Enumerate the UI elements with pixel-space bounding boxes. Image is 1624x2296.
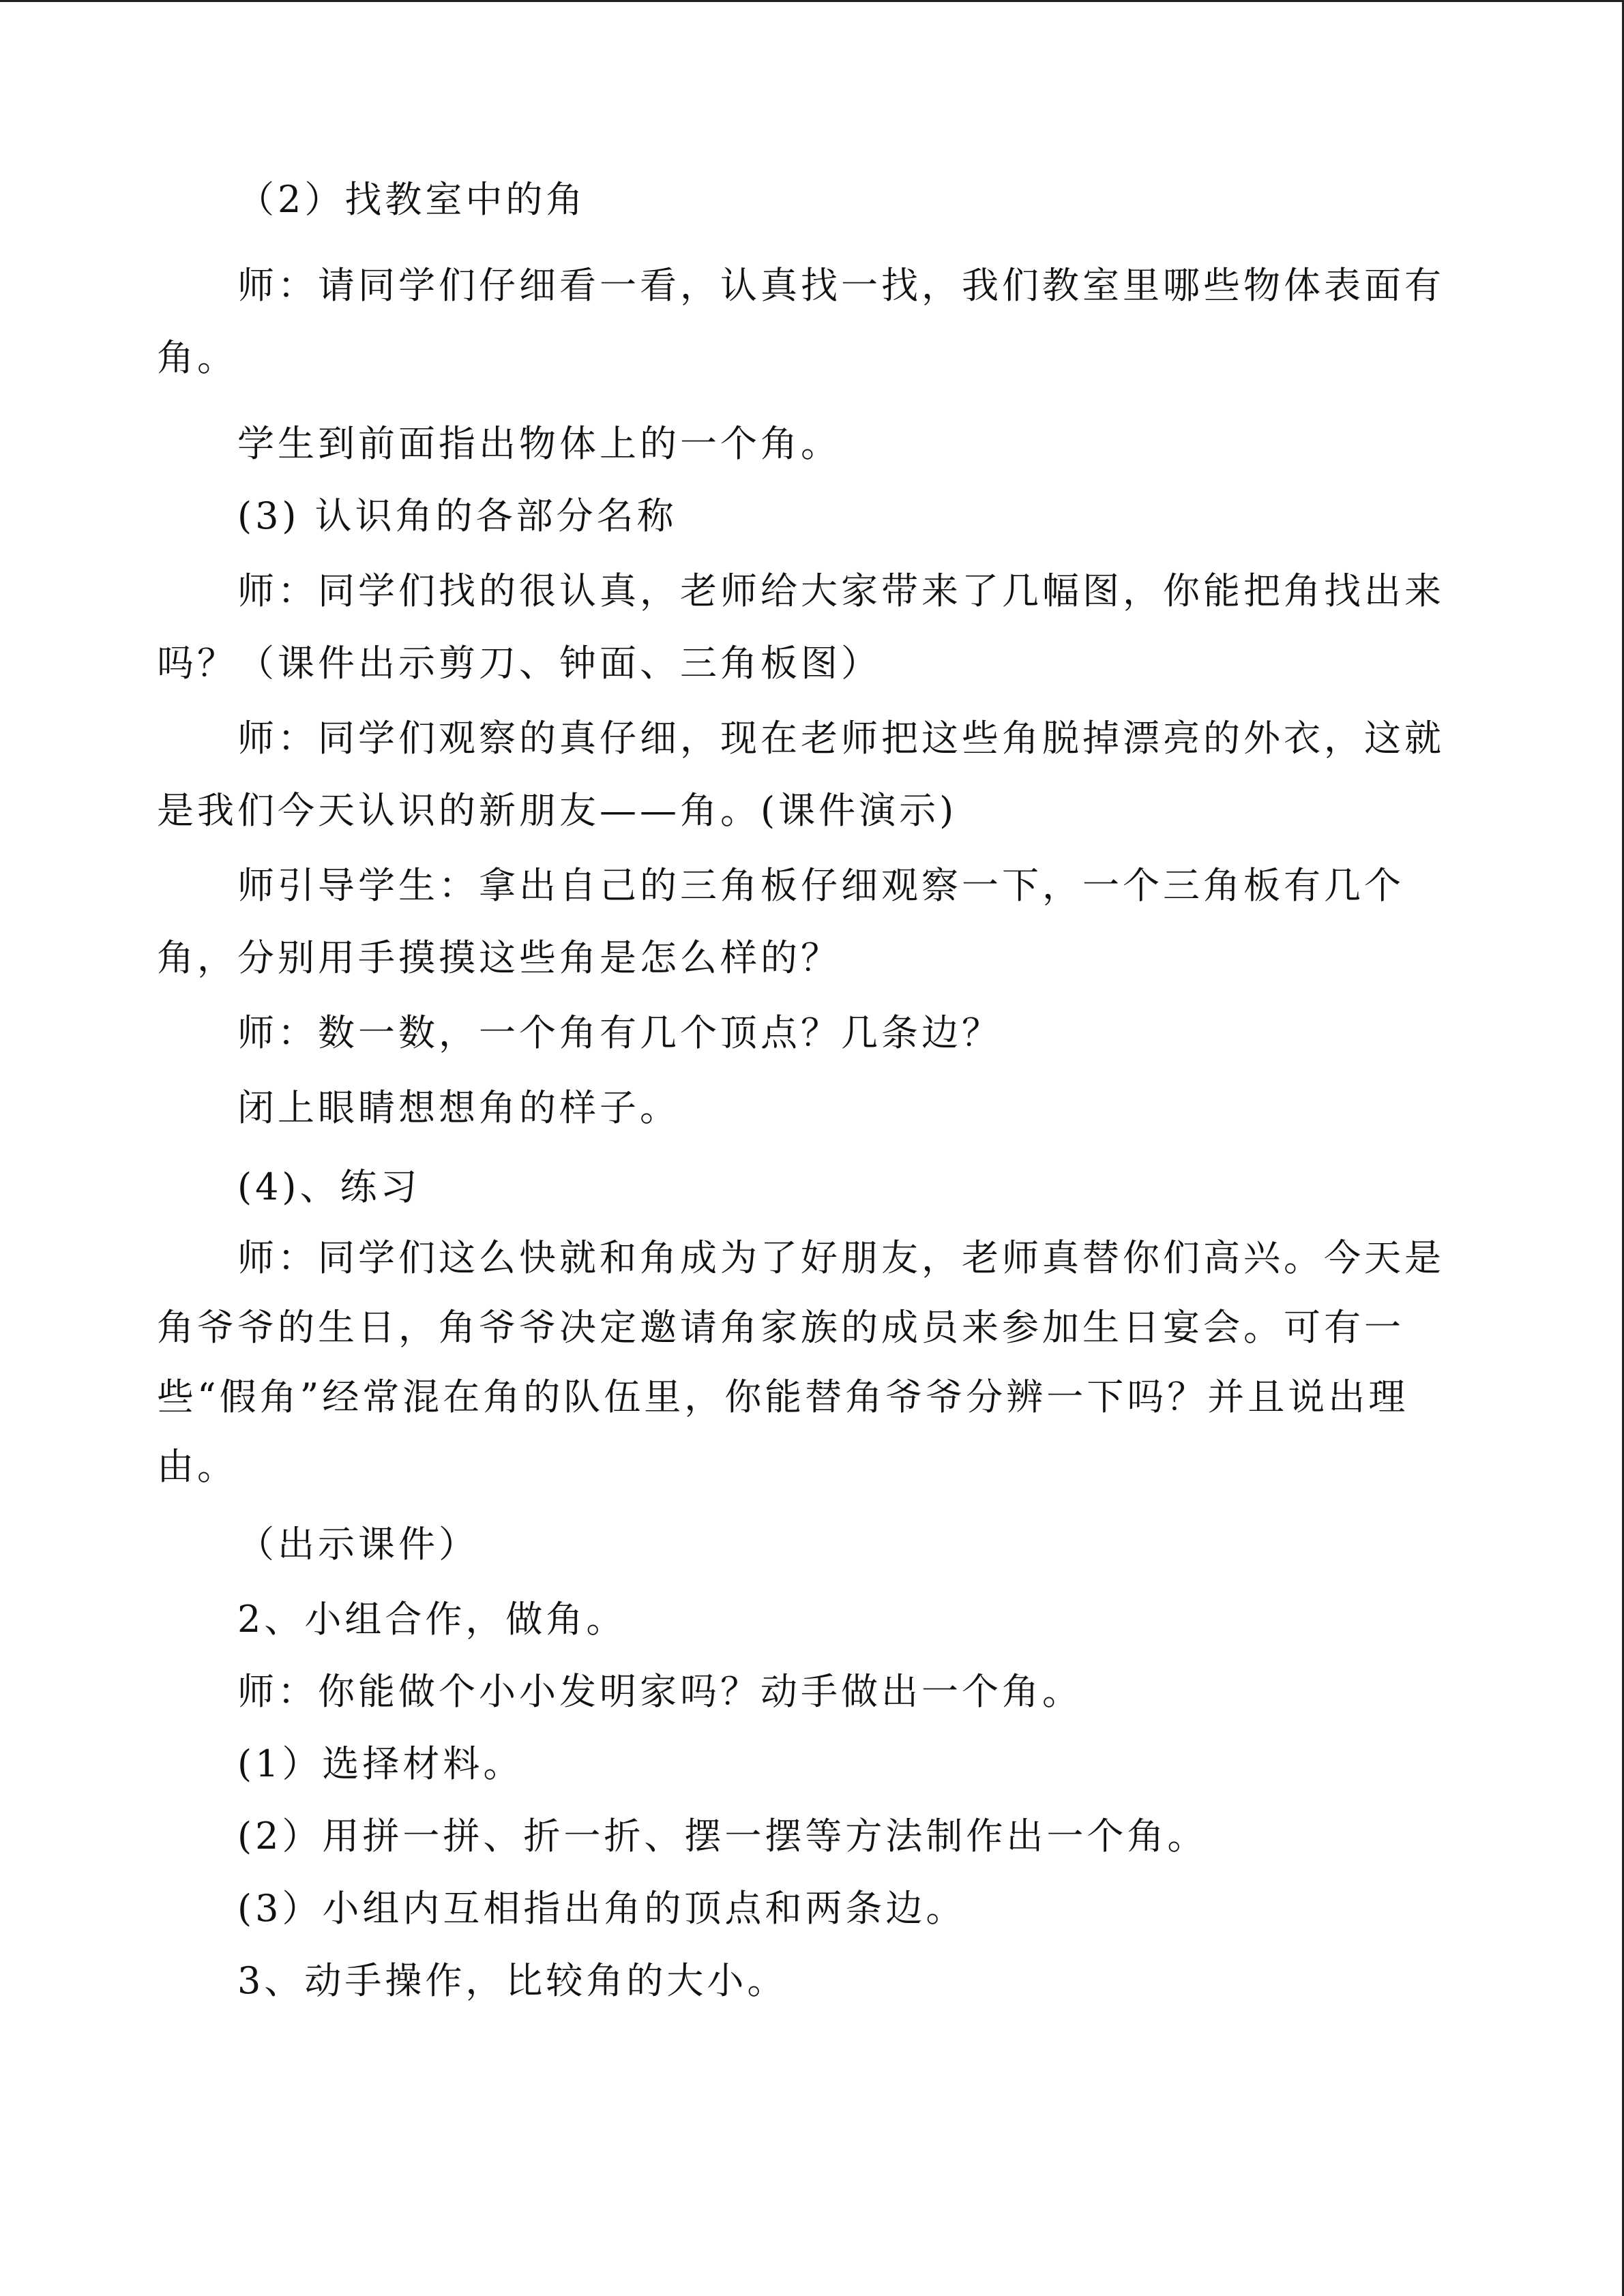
- paragraph-close-eyes: 闭上眼睛想想角的样子。: [237, 1086, 680, 1129]
- paragraph-compare-angles: 3、动手操作，比较角的大小。: [237, 1959, 788, 2002]
- paragraph-group-cooperation: 2、小组合作，做角。: [237, 1598, 627, 1641]
- paragraph-teacher-count: 师：数一数，一个角有几个顶点？几条边？: [237, 1011, 1002, 1054]
- paragraph-teacher-triangle-ruler: 师引导学生：拿出自己的三角板仔细观察一下，一个三角板有几个角，分别用手摸摸这些角是怎么样的？: [157, 864, 1404, 979]
- paragraph-find-angles-classroom: （2）找教室中的角: [237, 178, 587, 221]
- paragraph-teacher-birthday: 师：同学们这么快就和角成为了好朋友，老师真替你们高兴。今天是角爷爷的生日，角爷爷决定邀请角家族的成员来参加生日宴会。可有一些“假角”经常混在角的队伍里，你能替角爷爷分辨一下吗？并且说出理由。: [157, 1236, 1445, 1488]
- paragraph-point-vertex-sides: (3）小组内互相指出角的顶点和两条边。: [237, 1887, 966, 1930]
- paragraph-teacher-find-angles: 师：请同学们仔细看一看，认真找一找，我们教室里哪些物体表面有角。: [157, 264, 1445, 379]
- paragraph-student-point-angle: 学生到前面指出物体上的一个角。: [237, 422, 841, 465]
- paragraph-make-angle: (2）用拼一拼、折一折、摆一摆等方法制作出一个角。: [237, 1815, 1208, 1858]
- document-body: [157, 164, 1473, 2017]
- paragraph-show-courseware: （出示课件）: [237, 1523, 479, 1566]
- paragraph-teacher-inventor: 师：你能做个小小发明家吗？动手做出一个角。: [237, 1670, 1082, 1713]
- paragraph-choose-materials: (1）选择材料。: [237, 1742, 524, 1785]
- paragraph-teacher-new-friend: 师：同学们观察的真仔细，现在老师把这些角脱掉漂亮的外衣，这就是我们今天认识的新朋友——角。(课件演示): [157, 717, 1445, 832]
- paragraph-angle-parts-heading: (3) 认识角的各部分名称: [237, 494, 677, 537]
- paragraph-teacher-pictures: 师：同学们找的很认真，老师给大家带来了几幅图，你能把角找出来吗？（课件出示剪刀、钟面、三角板图）: [157, 569, 1445, 685]
- page-top-border: [0, 0, 1624, 2]
- paragraph-practice-heading: (4)、练习: [237, 1165, 421, 1208]
